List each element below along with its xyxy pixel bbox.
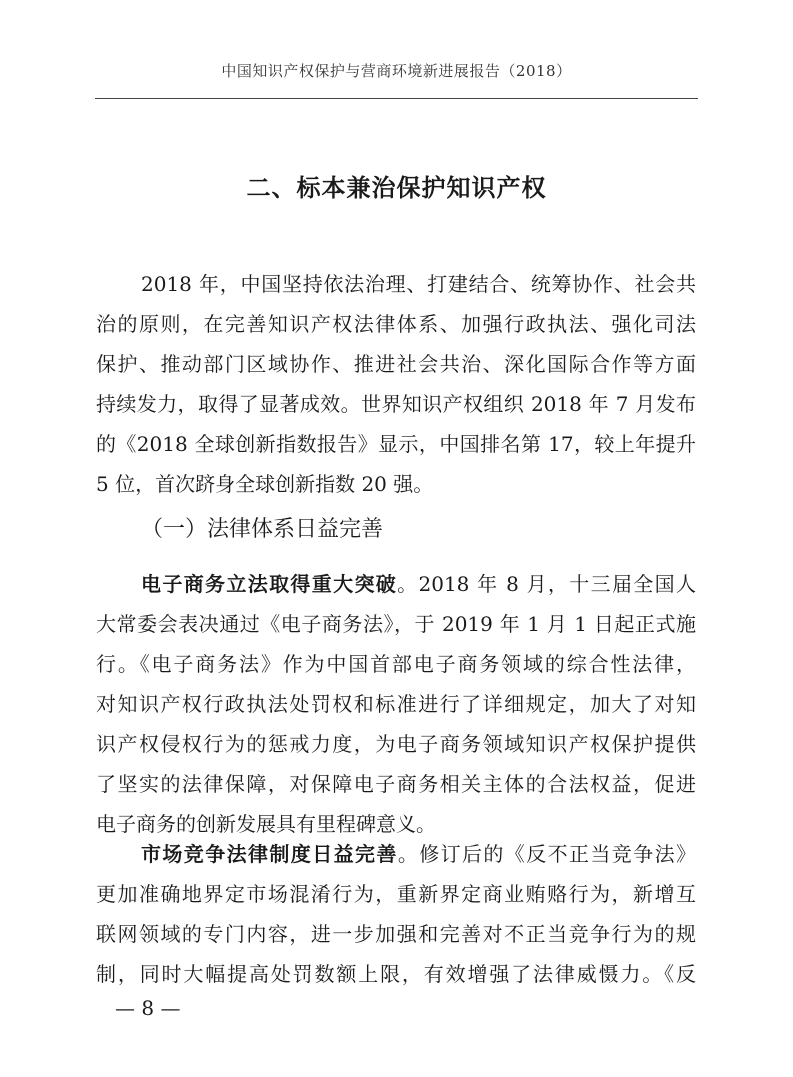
paragraph-line: 治的原则，在完善知识产权法律体系、加强行政执法、强化司法	[96, 312, 696, 336]
paragraph-competition	[96, 834, 696, 994]
running-header: 中国知识产权保护与营商环境新进展报告（2018）	[221, 62, 572, 80]
paragraph-lead: 电子商务立法取得重大突破	[141, 572, 398, 596]
paragraph-line: 电子商务的创新发展具有里程碑意义。	[96, 812, 436, 836]
paragraph-line: 联网领域的专门内容，进一步加强和完善对不正当竞争行为的规	[96, 922, 696, 946]
header-rule	[95, 98, 698, 99]
paragraph-lead: 市场竞争法律制度日益完善	[141, 842, 398, 866]
paragraph-line: 更加准确地界定市场混淆行为，重新界定商业贿赂行为，新增互	[96, 882, 696, 906]
paragraph-lead-rest: 。修订后的《反不正当竞争法》	[397, 842, 697, 866]
paragraph-line: 的《2018 全球创新指数报告》显示，中国排名第 17，较上年提升	[96, 432, 696, 456]
page-number: — 8 —	[115, 996, 181, 1020]
paragraph-line: 行。《电子商务法》作为中国首部电子商务领域的综合性法律，	[96, 652, 696, 676]
paragraph-line: 大常委会表决通过《电子商务法》，于 2019 年 1 月 1 日起正式施	[96, 612, 696, 636]
paragraph-line: 持续发力，取得了显著成效。世界知识产权组织 2018 年 7 月发布	[96, 392, 696, 416]
paragraph-line: 2018 年，中国坚持依法治理、打建结合、统筹协作、社会共	[141, 272, 696, 296]
paragraph-line	[96, 834, 696, 874]
section-title: 二、标本兼治保护知识产权	[246, 173, 547, 202]
paragraph-line: 制，同时大幅提高处罚数额上限，有效增强了法律威慑力。《反	[96, 962, 696, 986]
paragraph-ecommerce	[96, 564, 696, 844]
subheading-legal-system: （一）法律体系日益完善	[141, 517, 384, 542]
paragraph-line	[96, 564, 696, 604]
paragraph-line: 保护、推动部门区域协作、推进社会共治、深化国际合作等方面	[96, 352, 696, 376]
paragraph-line: 了坚实的法律保障，对保障电子商务相关主体的合法权益，促进	[96, 772, 696, 796]
paragraph-lead-rest: 。2018 年 8 月，十三届全国人	[397, 572, 696, 596]
paragraph-line: 对知识产权行政执法处罚权和标准进行了详细规定，加大了对知	[96, 692, 696, 716]
paragraph-line: 5 位，首次跻身全球创新指数 20 强。	[96, 472, 434, 496]
paragraph-intro	[96, 264, 696, 504]
paragraph-line: 识产权侵权行为的惩戒力度，为电子商务领域知识产权保护提供	[96, 732, 696, 756]
